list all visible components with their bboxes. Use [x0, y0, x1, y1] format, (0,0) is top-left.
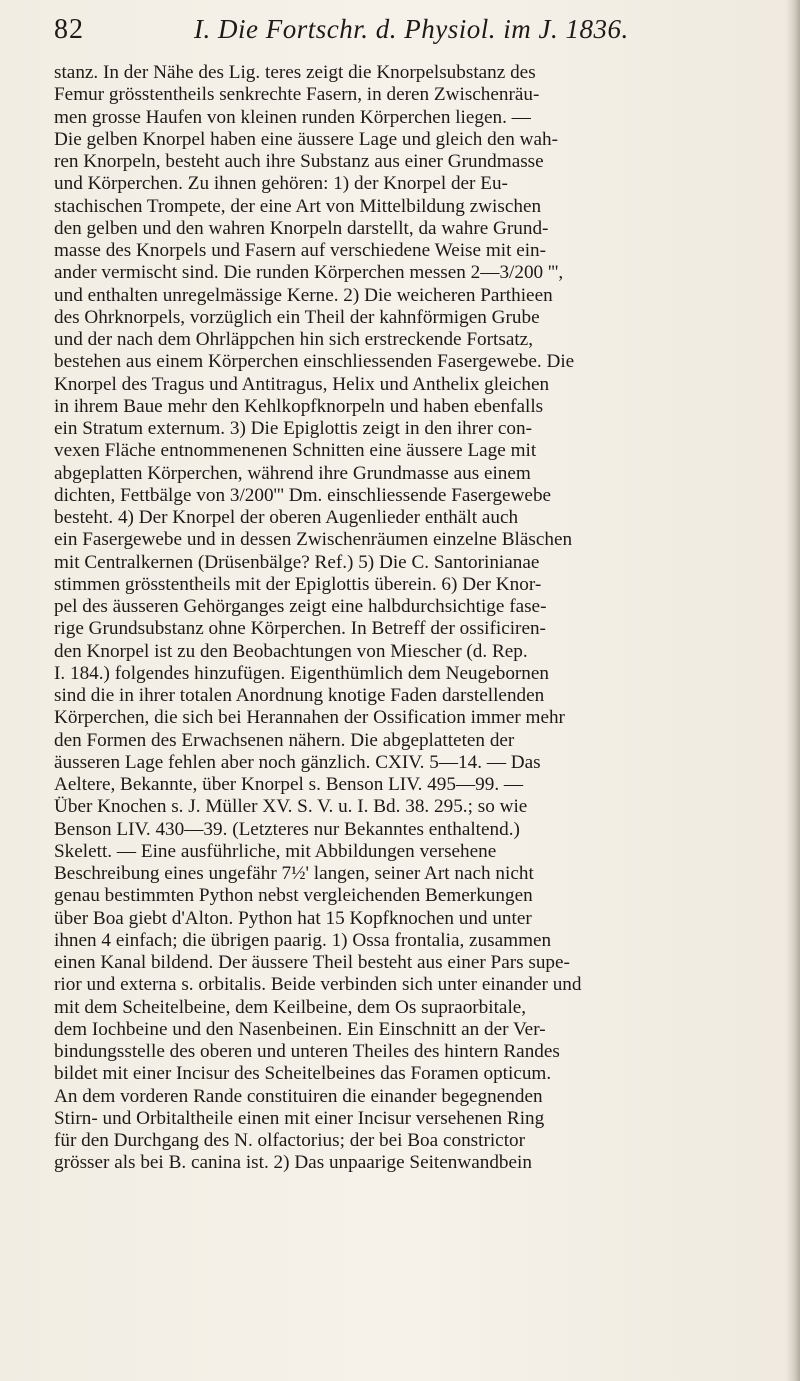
text-line: Benson LIV. 430—39. (Letzteres nur Bekanntes enthaltend.)	[54, 818, 520, 840]
text-line: äusseren Lage fehlen aber noch gänzlich. CXIV. 5—14. — Das	[54, 751, 541, 773]
text-line: Stirn- und Orbitaltheile einen mit einer Incisur versehenen Ring	[54, 1107, 545, 1129]
text-line: genau bestimmten Python nebst vergleichenden Bemerkungen	[54, 885, 533, 907]
text-line: und der nach dem Ohrläppchen hin sich erstreckende Fortsatz,	[54, 329, 533, 350]
text-line: ein Stratum externum. 3) Die Epiglottis zeigt in den ihrer con-	[54, 418, 532, 439]
text-line: ren Knorpeln, besteht auch ihre Substanz aus einer Grundmasse	[54, 151, 544, 172]
text-line: pel des äusseren Gehörganges zeigt eine halbdurchsichtige fase-	[54, 596, 547, 617]
text-line: men grosse Haufen von kleinen runden Körperchen liegen. —	[54, 106, 531, 128]
page-header	[54, 8, 754, 56]
text-line: masse des Knorpels und Fasern auf verschiedene Weise mit ein-	[54, 240, 547, 261]
text-line: dichten, Fettbälge von 3/200''' Dm. einschliessende Fasergewebe	[54, 484, 552, 506]
text-line: besteht. 4) Der Knorpel der oberen Augenlieder enthält auch	[54, 507, 519, 528]
text-line: Beschreibung eines ungefähr 7½' langen, seiner Art nach nicht	[54, 863, 534, 884]
text-line: den Formen des Erwachsenen nähern. Die abgeplatteten der	[54, 729, 515, 751]
text-line: über Boa giebt d'Alton. Python hat 15 Kopfknochen und unter	[54, 907, 532, 929]
text-line: ander vermischt sind. Die runden Körperchen messen 2—3/200 ''',	[54, 262, 564, 284]
text-line: vexen Fläche entnommenenen Schnitten eine äussere Lage mit	[54, 440, 537, 462]
text-line: abgeplatten Körperchen, während ihre Grundmasse aus einem	[54, 462, 531, 484]
text-line: rior und externa s. orbitalis. Beide verbinden sich unter einander und	[54, 974, 582, 996]
text-line: und enthalten unregelmässige Kerne. 2) Die weicheren Parthieen	[54, 284, 553, 306]
running-title: I. Die Fortschr. d. Physiol. im J. 1836.	[194, 14, 629, 44]
text-line: stanz. In der Nähe des Lig. teres zeigt die Knorpelsubstanz des	[54, 62, 536, 83]
text-line: Femur grösstentheils senkrechte Fasern, in deren Zwischenräu-	[54, 84, 540, 106]
text-line: bestehen aus einem Körperchen einschliessenden Fasergewebe. Die	[54, 351, 575, 373]
text-line: I. 184.) folgendes hinzufügen. Eigenthümlich dem Neugebornen	[54, 662, 550, 684]
text-line: ihnen 4 einfach; die übrigen paarig. 1) Ossa frontalia, zusammen	[54, 929, 552, 951]
text-line: Skelett. — Eine ausführliche, mit Abbildungen versehene	[54, 840, 497, 862]
text-line: in ihrem Baue mehr den Kehlkopfknorpeln und haben ebenfalls	[54, 395, 544, 417]
text-line: bindungsstelle des oberen und unteren Theiles des hintern Randes	[54, 1041, 560, 1062]
text-line: Knorpel des Tragus und Antitragus, Helix und Anthelix gleichen	[54, 373, 550, 395]
text-line: stimmen grösstentheils mit der Epiglottis überein. 6) Der Knor-	[54, 573, 542, 595]
text-line: Körperchen, die sich bei Herannahen der Ossification immer mehr	[54, 707, 565, 729]
text-line: stachischen Trompete, der eine Art von Mittelbildung zwischen	[54, 195, 542, 217]
text-line: Aeltere, Bekannte, über Knorpel s. Benson LIV. 495—99. —	[54, 774, 524, 795]
body-text	[54, 62, 779, 1175]
text-line: Die gelben Knorpel haben eine äussere Lage und gleich den wah-	[54, 128, 558, 150]
text-line: mit dem Scheitelbeine, dem Keilbeine, dem Os supraorbitale,	[54, 996, 527, 1018]
text-line: des Ohrknorpels, vorzüglich ein Theil der kahnförmigen Grube	[54, 306, 540, 328]
text-line: sind die in ihrer totalen Anordnung knotige Faden darstellenden	[54, 685, 545, 706]
page-number: 82	[54, 14, 84, 45]
text-line: bildet mit einer Incisur des Scheitelbeines das Foramen opticum.	[54, 1063, 552, 1085]
text-line: dem Iochbeine und den Nasenbeinen. Ein Einschnitt an der Ver-	[54, 1018, 546, 1040]
text-line: ein Fasergewebe und in dessen Zwischenräumen einzelne Bläschen	[54, 529, 573, 551]
text-line: mit Centralkernen (Drüsenbälge? Ref.) 5) Die C. Santorinianae	[54, 551, 540, 573]
text-line: An dem vorderen Rande constituiren die einander begegnenden	[54, 1085, 543, 1107]
text-line: grösser als bei B. canina ist. 2) Das unpaarige Seitenwandbein	[54, 1152, 532, 1174]
text-line: den Knorpel ist zu den Beobachtungen von Miescher (d. Rep.	[54, 640, 528, 662]
page-edge-shadow	[786, 0, 800, 1381]
text-line: den gelben und den wahren Knorpeln darstellt, da wahre Grund-	[54, 217, 549, 239]
text-line: einen Kanal bildend. Der äussere Theil besteht aus einer Pars supe-	[54, 952, 570, 973]
text-line: Über Knochen s. J. Müller XV. S. V. u. I. Bd. 38. 295.; so wie	[54, 796, 528, 818]
text-line: und Körperchen. Zu ihnen gehören: 1) der Knorpel der Eu-	[54, 173, 508, 195]
text-line: rige Grundsubstanz ohne Körperchen. In Betreff der ossificiren-	[54, 618, 546, 640]
text-line: für den Durchgang des N. olfactorius; der bei Boa constrictor	[54, 1130, 526, 1151]
